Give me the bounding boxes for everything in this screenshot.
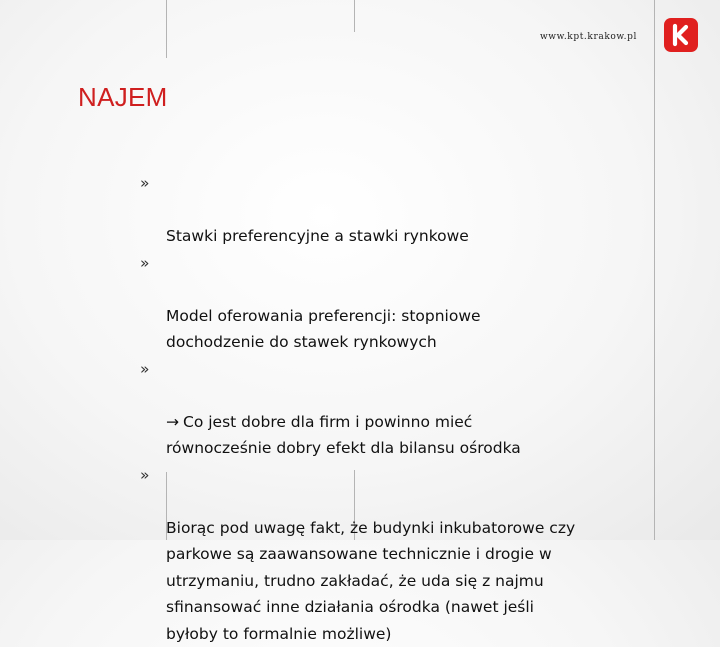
- divider-line-top-mid: [354, 0, 355, 32]
- bullet-text: Model oferowania preferencji: stopniowe dochodzenie do stawek rynkowych: [166, 307, 481, 352]
- slide-title: NAJEM: [78, 82, 168, 113]
- bullet-marker: »: [140, 170, 149, 197]
- bullet-item: [140, 356, 620, 462]
- divider-line-top-left: [166, 0, 167, 58]
- bullet-item: [140, 250, 620, 356]
- bullet-text: Biorąc pod uwagę fakt, że budynki inkubatorowe czy parkowe są zaawansowane technicznie i drogie w utrzymaniu, trudno zakładać, że uda się z najmu sfinansować inne działania ośrodka (nawet jeśli byłoby to formalnie możliwe): [166, 519, 575, 643]
- kpt-logo-icon: [664, 18, 698, 52]
- bullet-marker: »: [140, 462, 149, 489]
- bullet-item: [140, 462, 620, 647]
- bullet-list: [140, 170, 620, 647]
- bullet-marker: »: [140, 250, 149, 277]
- bullet-text: Stawki preferencyjne a stawki rynkowe: [166, 227, 469, 245]
- website-url: www.kpt.krakow.pl: [540, 32, 650, 42]
- bullet-text: Co jest dobre dla firm i powinno mieć równocześnie dobry efekt dla bilansu ośrodka: [166, 413, 521, 458]
- bullet-marker: »: [140, 356, 149, 383]
- bullet-item: [140, 170, 620, 250]
- arrow-right-icon: →: [166, 409, 179, 436]
- divider-line-right: [654, 0, 655, 540]
